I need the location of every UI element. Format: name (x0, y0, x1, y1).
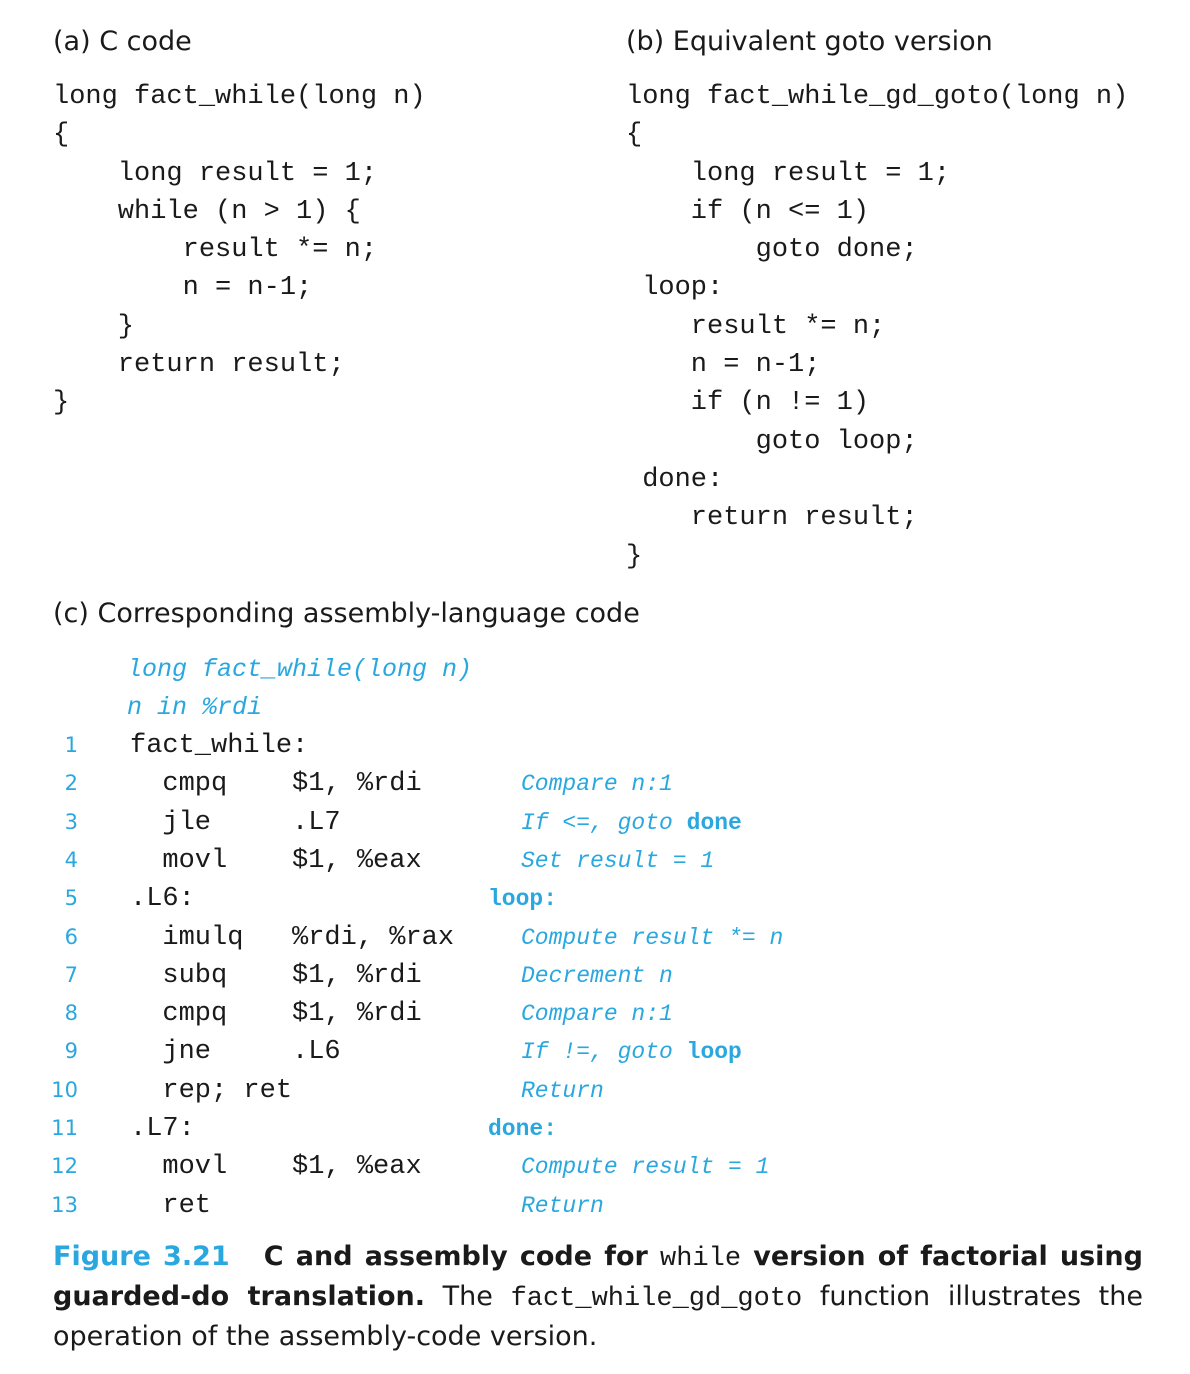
panel-b-code-line: long fact_while_gd_goto(long n) (626, 82, 1129, 112)
asm-comment-text: If !=, goto (521, 1039, 687, 1066)
asm-instruction: cmpq $1, %rdi (130, 769, 422, 800)
asm-line-number: 7 (64, 962, 78, 987)
panel-a-code-line: n = n-1; (53, 273, 313, 304)
asm-comment (521, 995, 673, 1033)
asm-instruction: movl $1, %eax (130, 1152, 422, 1183)
panel-c-title: (c) Corresponding assembly-language code (53, 598, 640, 629)
panel-b-code-line: { (626, 120, 643, 151)
asm-instruction: cmpq $1, %rdi (130, 999, 422, 1030)
asm-line-number: 12 (51, 1154, 78, 1179)
panel-a-code-line: long result = 1; (53, 158, 378, 189)
asm-comment (521, 1148, 769, 1186)
asm-line-number: 9 (64, 1039, 78, 1064)
asm-comment (521, 1033, 742, 1071)
asm-comment-text: Compute result *= n (521, 924, 784, 951)
asm-goto-label: loop: (488, 886, 558, 913)
asm-instruction: .L6: (130, 884, 195, 915)
caption-text-2: function illustrates the operation of the assembly-code version. (53, 1281, 1143, 1352)
asm-instruction: movl $1, %eax (130, 845, 422, 876)
asm-comment-text: Compute result = 1 (521, 1154, 770, 1181)
asm-register-comment: n in %rdi (127, 693, 263, 722)
caption-bold-2: version of factorial using guarded-do translation. (53, 1241, 1143, 1312)
caption-code-while: while (660, 1244, 742, 1274)
asm-comment-text: Decrement n (521, 962, 673, 989)
panel-b-code (626, 78, 1128, 576)
asm-comment-target: done (686, 809, 742, 836)
asm-line-number: 8 (64, 1001, 78, 1026)
asm-comment (521, 1187, 604, 1225)
asm-line-number: 3 (64, 809, 78, 834)
asm-comment-text: Set result = 1 (521, 847, 715, 874)
panel-a-code (53, 78, 426, 423)
panel-b-title: (b) Equivalent goto version (626, 26, 993, 57)
asm-comment (521, 765, 673, 803)
panel-b-code-line: goto loop; (626, 426, 918, 457)
panel-a-title: (a) C code (53, 26, 192, 57)
panel-b-code-line: if (n <= 1) (626, 196, 870, 227)
asm-signature-comment: long fact_while(long n) (127, 655, 473, 684)
figure-label: Figure 3.21 (53, 1241, 230, 1272)
panel-b-code-line: done: (626, 464, 724, 495)
panel-b-code-line: long result = 1; (626, 158, 951, 189)
panel-b-code-line: return result; (626, 503, 918, 534)
asm-instruction: .L7: (130, 1114, 195, 1144)
panel-a-code-line: } (53, 311, 135, 342)
asm-comment (521, 804, 742, 842)
panel-a-code-line: } (53, 388, 70, 419)
asm-comment-text: Return (521, 1192, 604, 1219)
asm-comment (521, 842, 714, 880)
panel-a-code-line: result *= n; (53, 235, 378, 266)
caption-bold-1: C and assembly code for (263, 1241, 661, 1272)
asm-instruction: ret (130, 1190, 212, 1221)
asm-line-number: 4 (64, 847, 78, 872)
asm-comment-text: Compare n:1 (521, 771, 673, 798)
asm-line-number: 13 (51, 1192, 78, 1217)
asm-comment (521, 919, 783, 957)
assembly-listing (0, 727, 1190, 1227)
panel-b-code-line: goto done; (626, 235, 918, 266)
asm-instruction: jle .L7 (130, 807, 341, 838)
panel-a-code-line: while (n > 1) { (53, 196, 361, 227)
asm-comment-text: Return (521, 1077, 604, 1104)
caption-code-func: fact_while_gd_goto (510, 1284, 803, 1314)
asm-instruction: subq $1, %rdi (130, 960, 422, 991)
asm-line-number: 1 (64, 733, 78, 757)
asm-line-number: 6 (64, 924, 78, 949)
asm-comment (521, 957, 673, 995)
panel-a-code-line: return result; (53, 350, 345, 381)
panel-b-code-line: n = n-1; (626, 350, 821, 381)
asm-instruction: fact_while: (130, 731, 309, 761)
panel-b-code-line: if (n != 1) (626, 388, 870, 419)
panel-b-code-line: result *= n; (626, 311, 886, 342)
caption-text-1: The (425, 1281, 511, 1312)
asm-goto-label: done: (488, 1116, 558, 1142)
asm-comment-text: If <=, goto (521, 809, 687, 836)
asm-line-number: 5 (64, 886, 78, 911)
panel-b-code-line: } (626, 541, 643, 572)
panel-a-code-line: { (53, 120, 70, 151)
asm-instruction: imulq %rdi, %rax (130, 922, 455, 953)
asm-line-number: 2 (64, 771, 78, 796)
asm-line-number: 11 (51, 1116, 78, 1140)
panel-a-code-line: long fact_while(long n) (53, 82, 426, 112)
panel-b-code-line: loop: (626, 273, 724, 304)
asm-comment-text: Compare n:1 (521, 1001, 673, 1028)
figure-caption (53, 1238, 1143, 1355)
asm-instruction: rep; ret (130, 1075, 293, 1106)
asm-comment-target: loop (686, 1039, 742, 1066)
asm-instruction: jne .L6 (130, 1037, 341, 1068)
asm-line-number: 10 (51, 1077, 78, 1102)
asm-comment (521, 1072, 604, 1110)
